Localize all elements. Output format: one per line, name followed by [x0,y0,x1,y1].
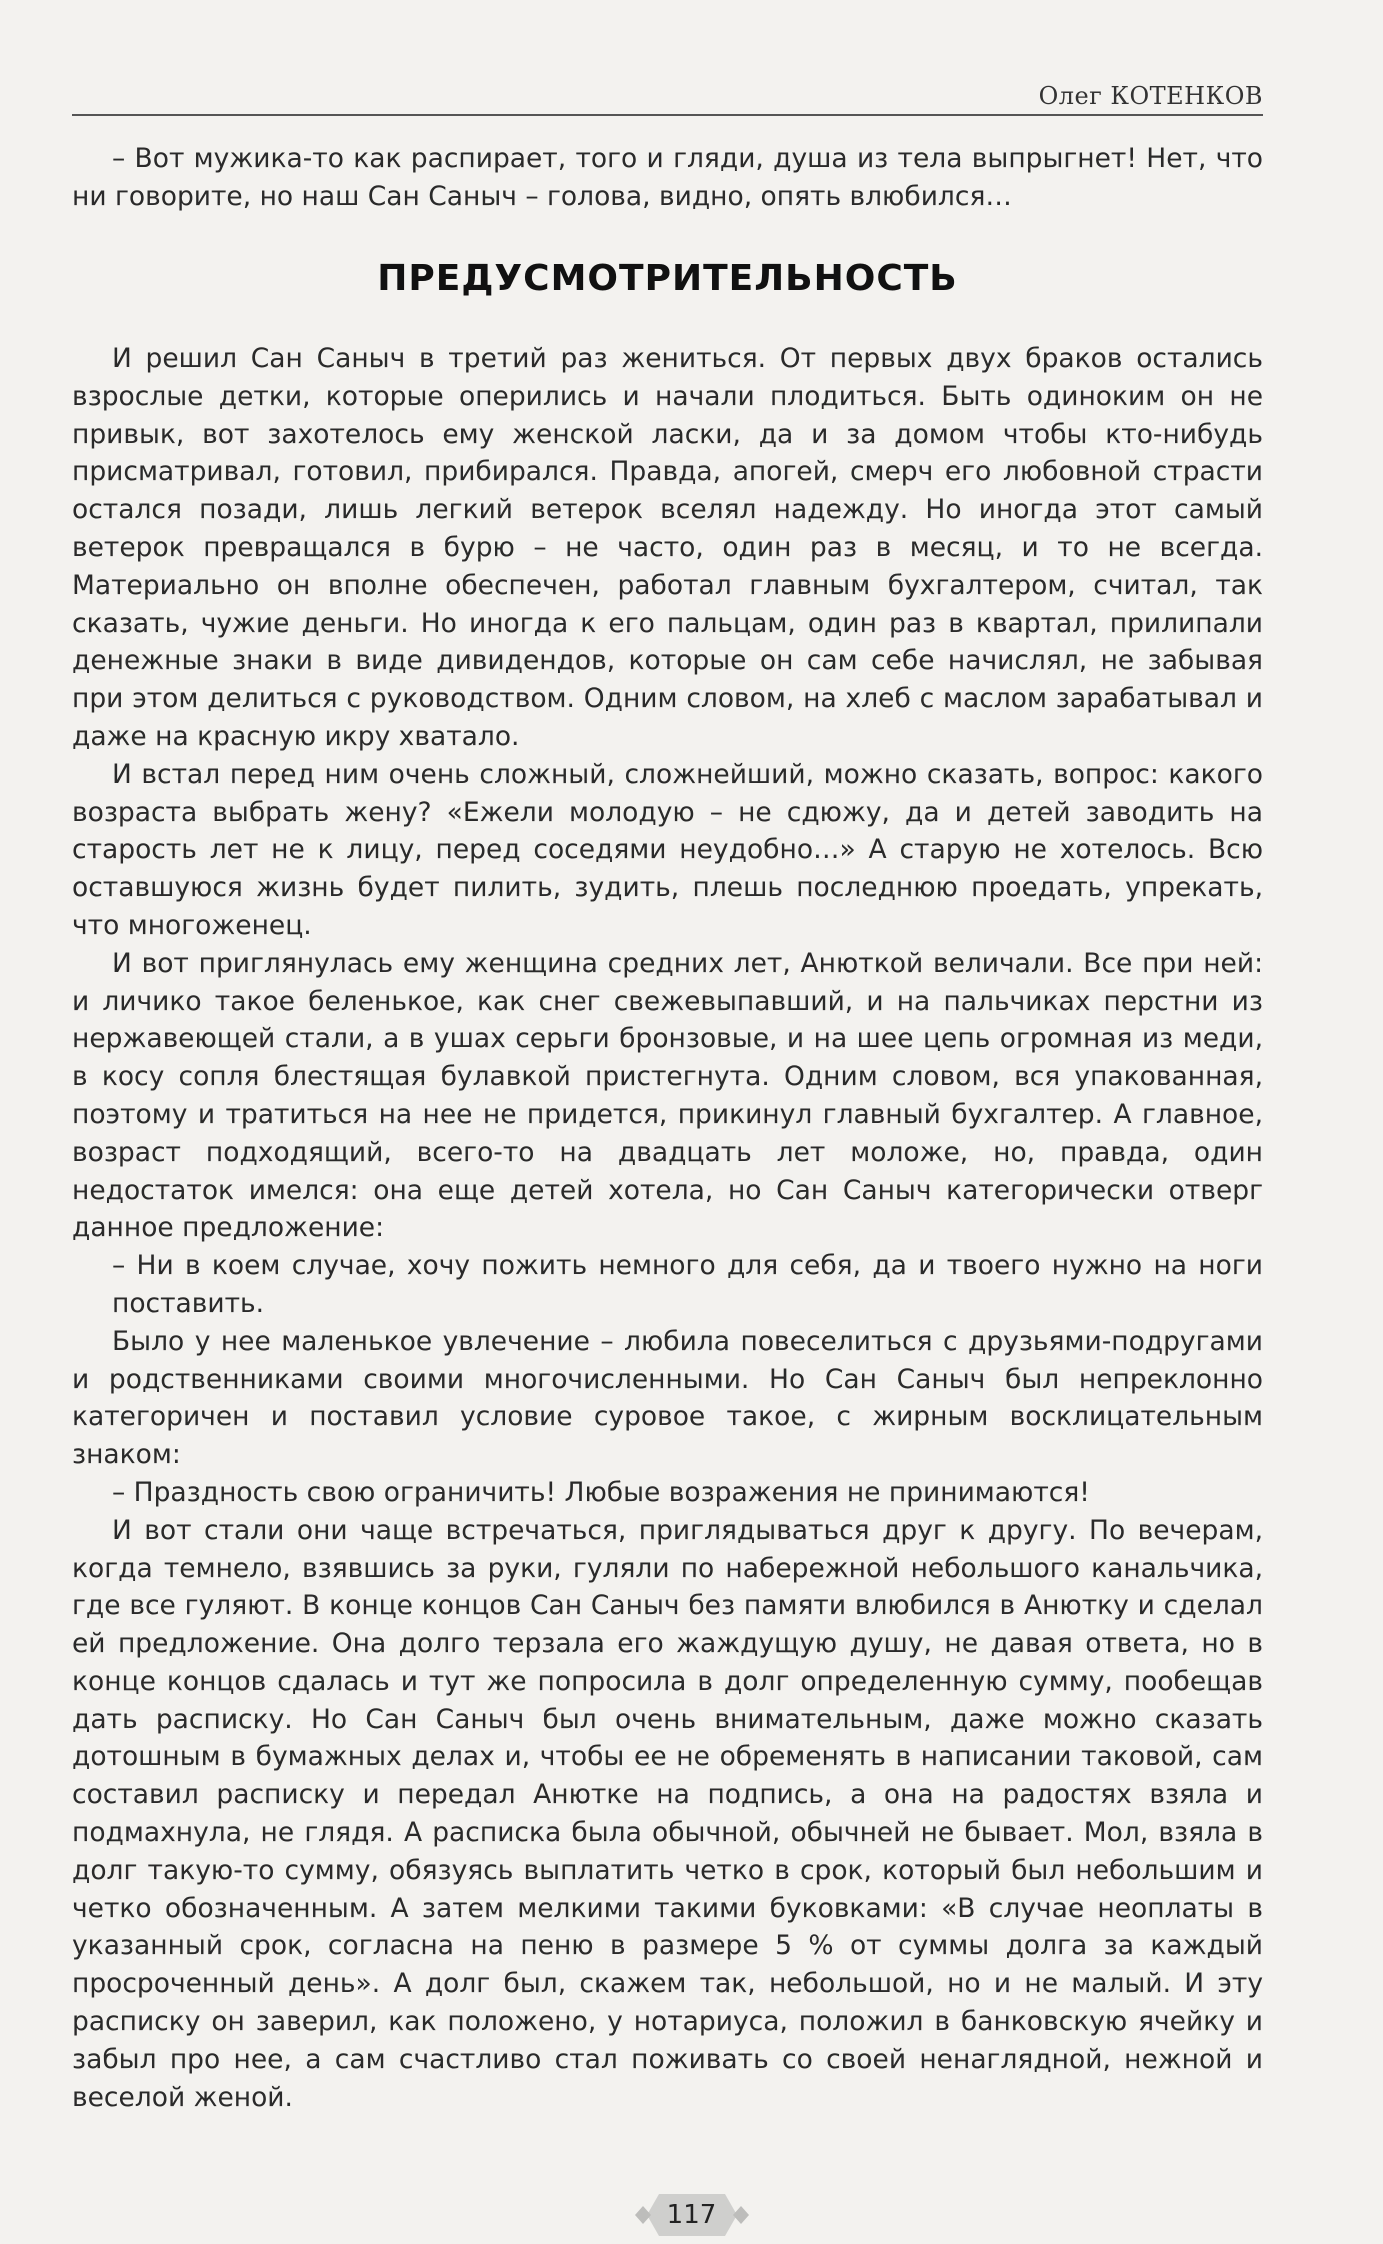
paragraph: И решил Сан Саныч в третий раз жениться. От первых двух браков остались взрослые детки, которые оперились и начали плодиться. Быть одиноким он не привык, вот захотелось ему женской ласки, да и за домом чтобы кто-нибудь присматривал, готовил, прибирался. Правда, апогей, смерч его любовной страсти остался позади, лишь легкий ветерок вселял надежду. Но иногда этот самый ветерок превращался в бурю – не часто, один раз в месяц, и то не всегда. Материально он вполне обеспечен, работал главным бухгалтером, считал, так сказать, чужие деньги. Но иногда к его пальцам, один раз в квартал, прилипали денежные знаки в виде дивидендов, которые он сам себе начислял, не забывая при этом делиться с руководством. Одним словом, на хлеб с маслом зарабатывал и даже на красную икру хватало. [72,343,1263,752]
page-number-badge [633,2188,751,2242]
paragraph: И вот стали они чаще встречаться, приглядываться друг к другу. По вечерам, когда темнело, взявшись за руки, гуляли по набережной небольшого канальчика, где все гуляют. В конце концов Сан Саныч без памяти влюбился в Анютку и сделал ей предложение. Она долго терзала его жаждущую душу, не давая ответа, но в конце концов сдалась и тут же попросила в долг определенную сумму, пообещав дать расписку. Но Сан Саныч был очень внимательным, даже можно сказать дотошным в бумажных делах и, чтобы ее не обременять в написании таковой, сам составил расписку и передал Анютке на подпись, а она на радостях взяла и подмахнула, не глядя. А расписка была обычной, обычней не бывает. Мол, взяла в долг такую-то сумму, обязуясь выплатить четко в срок, который был небольшим и четко обозначенным. А затем мелкими такими буковками: «В случае неоплаты в указанный срок, согласна на пеню в размере 5 % от суммы долга за каждый просроченный день». А долг был, скажем так, небольшой, но и не малый. И эту расписку он заверил, как положено, у нотариуса, положил в банковскую ячейку и забыл про нее, а сам счастливо стал поживать со своей ненаглядной, нежной и веселой женой. [72,1514,1263,2113]
running-head-author: Олег КОТЕНКОВ [1038,82,1263,110]
paragraph: И вот приглянулась ему женщина средних лет, Анюткой величали. Все при ней: и личико такое беленькое, как снег свежевыпавший, и на пальчиках перстни из нержавеющей стали, а в ушах серьги бронзовые, и на шее цепь огромная из меди, в косу сопля блестящая булавкой пристегнута. Одним словом, вся упакованная, поэтому и тратиться на нее не придется, прикинул главный бухгалтер. А главное, возраст подходящий, всего-то на двадцать лет моложе, но, правда, один недостаток имелся: она еще детей хотела, но Сан Саныч категорически отверг данное предложение: [72,947,1263,1244]
intro-paragraph: – Вот мужика-то как распирает, того и гляди, душа из тела выпрыгнет! Нет, что ни говорите, но наш Сан Саныч – голова, видно, опять влюбился… [72,143,1263,212]
intro-text [72,140,1263,216]
page-number: 117 [666,2200,717,2230]
dialog-paragraph: – Ни в коем случае, хочу пожить немного для себя, да и твоего нужно на ноги поставить. [112,1250,1263,1319]
chapter-body [72,340,1263,2116]
dialog-paragraph: – Праздность свою ограничить! Любые возражения не принимаются! [112,1476,1090,1508]
header-rule [72,114,1263,116]
paragraph: Было у нее маленькое увлечение – любила повеселиться с друзьями-подругами и родственниками своими многочисленными. Но Сан Саныч был непреклонно категоричен и поставил условие суровое такое, с жирным восклицательным знаком: [72,1325,1263,1471]
chapter-title: ПРЕДУСМОТРИТЕЛЬНОСТЬ [377,258,958,299]
paragraph: И встал перед ним очень сложный, сложнейший, можно сказать, вопрос: какого возраста выбрать жену? «Ежели молодую – не сдюжу, да и детей заводить на старость лет не к лицу, перед соседями неудобно…» А старую не хотелось. Всю оставшуюся жизнь будет пилить, зудить, плешь последнюю проедать, упрекать, что многоженец. [72,758,1263,941]
